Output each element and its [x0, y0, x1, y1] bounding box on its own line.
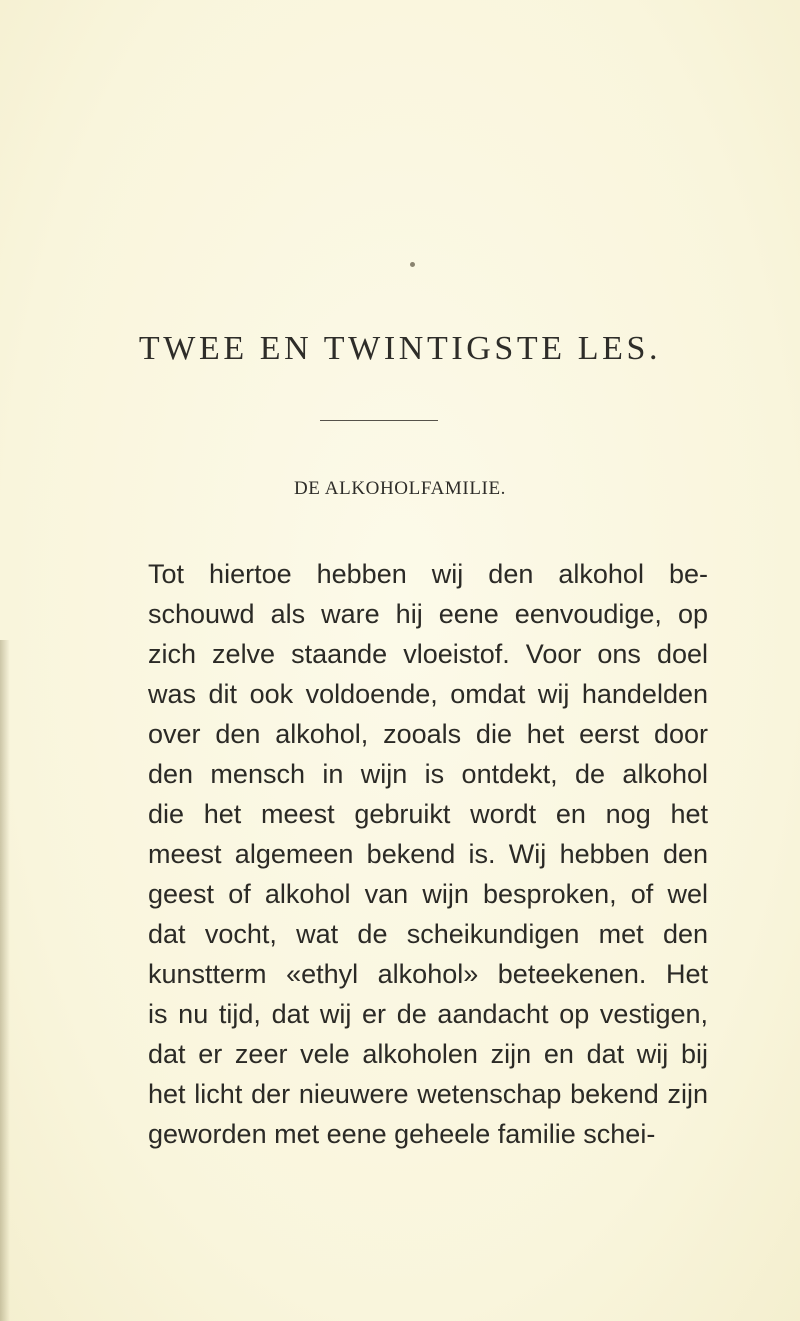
text-line: geworden met eene geheele familie schei-	[148, 1119, 656, 1149]
text-line: den mensch in wijn is ontdekt, de alkohol	[148, 759, 708, 789]
text-line: was dit ook voldoende, omdat wij handelden	[148, 679, 708, 709]
text-line: meest algemeen bekend is. Wij hebben den	[148, 839, 708, 869]
text-line: kunstterm «ethyl alkohol» beteekenen. Het	[148, 959, 708, 989]
text-line: die het meest gebruikt wordt en nog het	[148, 799, 708, 829]
text-line: zich zelve staande vloeistof. Voor ons doel	[148, 639, 708, 669]
text-line: over den alkohol, zooals die het eerst door	[148, 719, 708, 749]
text-line: het licht der nieuwere wetenschap bekend zijn	[148, 1079, 708, 1109]
section-title: DE ALKOHOLFAMILIE.	[293, 478, 507, 499]
page-edge-shadow	[0, 640, 10, 1321]
chapter-title: TWEE EN TWINTIGSTE LES.	[138, 330, 662, 367]
text-line: Tot hiertoe hebben wij den alkohol be-	[148, 559, 708, 589]
ink-speck	[410, 262, 415, 267]
text-line: schouwd als ware hij eene eenvoudige, op	[148, 599, 708, 629]
text-line: is nu tijd, dat wij er de aandacht op vestigen,	[148, 999, 708, 1029]
text-line: geest of alkohol van wijn besproken, of wel	[148, 879, 708, 909]
divider-rule	[320, 420, 438, 421]
text-line: dat vocht, wat de scheikundigen met den	[148, 919, 708, 949]
text-line: dat er zeer vele alkoholen zijn en dat wij bij	[148, 1039, 708, 1069]
